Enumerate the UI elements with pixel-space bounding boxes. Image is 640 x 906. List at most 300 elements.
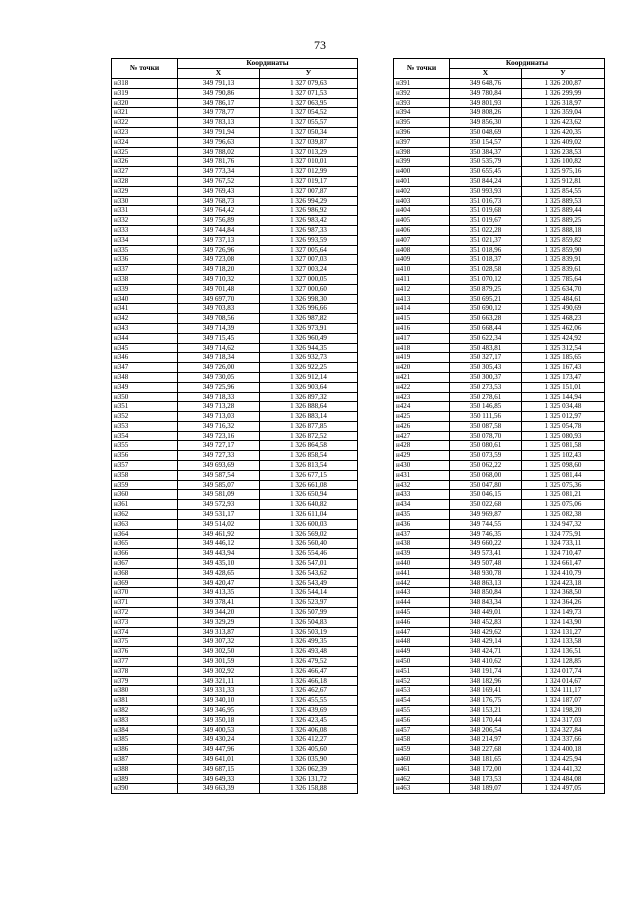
x-coordinate-cell: 349 769,43 bbox=[178, 186, 260, 196]
point-number-cell: н336 bbox=[112, 255, 178, 265]
y-coordinate-cell: 1 326 883,14 bbox=[260, 412, 358, 422]
x-coordinate-cell: 349 768,73 bbox=[178, 196, 260, 206]
x-coordinate-cell: 349 649,33 bbox=[178, 774, 260, 784]
x-coordinate-cell: 349 446,12 bbox=[178, 539, 260, 549]
x-coordinate-cell: 351 028,58 bbox=[450, 265, 522, 275]
point-number-cell: н362 bbox=[112, 510, 178, 520]
table-row bbox=[394, 323, 605, 333]
y-coordinate-cell: 1 327 003,24 bbox=[260, 265, 358, 275]
x-coordinate-cell: 349 378,41 bbox=[178, 598, 260, 608]
x-coordinate-cell: 349 703,83 bbox=[178, 304, 260, 314]
point-number-cell: н429 bbox=[394, 451, 450, 461]
y-coordinate-cell: 1 327 063,95 bbox=[260, 98, 358, 108]
y-coordinate-cell: 1 326 504,83 bbox=[260, 617, 358, 627]
x-coordinate-cell: 348 424,71 bbox=[450, 647, 522, 657]
point-number-cell: н446 bbox=[394, 617, 450, 627]
x-coordinate-cell: 349 716,32 bbox=[178, 421, 260, 431]
table-row bbox=[394, 627, 605, 637]
table-row bbox=[394, 725, 605, 735]
point-number-cell: н363 bbox=[112, 519, 178, 529]
y-coordinate-cell: 1 324 198,20 bbox=[522, 706, 605, 716]
y-coordinate-cell: 1 325 839,91 bbox=[522, 255, 605, 265]
table-row bbox=[112, 392, 358, 402]
y-coordinate-cell: 1 327 019,17 bbox=[260, 176, 358, 186]
table-row bbox=[394, 196, 605, 206]
x-coordinate-cell: 349 531,17 bbox=[178, 510, 260, 520]
x-coordinate-cell: 349 507,48 bbox=[450, 559, 522, 569]
y-coordinate-cell: 1 325 839,61 bbox=[522, 265, 605, 275]
point-number-cell: н443 bbox=[394, 588, 450, 598]
x-coordinate-cell: 349 344,20 bbox=[178, 608, 260, 618]
x-coordinate-cell: 349 641,01 bbox=[178, 754, 260, 764]
y-coordinate-cell: 1 326 543,49 bbox=[260, 578, 358, 588]
point-number-cell: н335 bbox=[112, 245, 178, 255]
y-coordinate-cell: 1 326 661,08 bbox=[260, 480, 358, 490]
x-coordinate-cell: 350 278,61 bbox=[450, 392, 522, 402]
point-number-cell: н361 bbox=[112, 500, 178, 510]
y-coordinate-cell: 1 326 200,87 bbox=[522, 79, 605, 89]
x-coordinate-cell: 348 843,34 bbox=[450, 598, 522, 608]
x-coordinate-cell: 350 062,22 bbox=[450, 461, 522, 471]
point-number-cell: н406 bbox=[394, 225, 450, 235]
y-coordinate-cell: 1 325 889,25 bbox=[522, 216, 605, 226]
x-coordinate-cell: 349 413,35 bbox=[178, 588, 260, 598]
point-number-cell: н352 bbox=[112, 412, 178, 422]
table-row bbox=[112, 343, 358, 353]
x-coordinate-cell: 349 697,70 bbox=[178, 294, 260, 304]
table-row bbox=[394, 108, 605, 118]
x-coordinate-cell: 350 080,61 bbox=[450, 441, 522, 451]
y-coordinate-cell: 1 326 932,73 bbox=[260, 353, 358, 363]
y-coordinate-cell: 1 326 493,48 bbox=[260, 647, 358, 657]
point-number-cell: н387 bbox=[112, 754, 178, 764]
x-coordinate-cell: 351 016,73 bbox=[450, 196, 522, 206]
table-row bbox=[394, 490, 605, 500]
table-row bbox=[394, 431, 605, 441]
x-coordinate-cell: 349 714,39 bbox=[178, 323, 260, 333]
page-number: 73 bbox=[314, 38, 326, 52]
point-number-cell: н321 bbox=[112, 108, 178, 118]
point-number-cell: н423 bbox=[394, 392, 450, 402]
x-coordinate-cell: 350 695,21 bbox=[450, 294, 522, 304]
table-row bbox=[394, 666, 605, 676]
x-coordinate-cell: 349 726,96 bbox=[178, 245, 260, 255]
y-coordinate-cell: 1 326 877,85 bbox=[260, 421, 358, 431]
point-number-cell: н370 bbox=[112, 588, 178, 598]
table-row bbox=[112, 725, 358, 735]
point-number-cell: н350 bbox=[112, 392, 178, 402]
point-number-cell: н331 bbox=[112, 206, 178, 216]
table-row bbox=[112, 510, 358, 520]
x-coordinate-cell: 348 214,97 bbox=[450, 735, 522, 745]
y-coordinate-cell: 1 327 054,52 bbox=[260, 108, 358, 118]
point-number-cell: н403 bbox=[394, 196, 450, 206]
table-row bbox=[394, 206, 605, 216]
y-coordinate-cell: 1 326 983,42 bbox=[260, 216, 358, 226]
point-number-cell: н418 bbox=[394, 343, 450, 353]
x-coordinate-cell: 348 449,01 bbox=[450, 608, 522, 618]
table-row bbox=[112, 216, 358, 226]
table-row bbox=[112, 314, 358, 324]
table-row bbox=[394, 402, 605, 412]
table-row bbox=[394, 774, 605, 784]
x-coordinate-cell: 350 327,17 bbox=[450, 353, 522, 363]
x-coordinate-cell: 350 273,53 bbox=[450, 382, 522, 392]
x-coordinate-cell: 349 301,59 bbox=[178, 657, 260, 667]
x-coordinate-cell: 348 410,62 bbox=[450, 657, 522, 667]
point-number-cell: н373 bbox=[112, 617, 178, 627]
x-coordinate-cell: 349 718,33 bbox=[178, 392, 260, 402]
table-row bbox=[112, 470, 358, 480]
table-row bbox=[112, 608, 358, 618]
y-coordinate-cell: 1 324 133,58 bbox=[522, 637, 605, 647]
table-row bbox=[112, 519, 358, 529]
y-coordinate-cell: 1 325 081,21 bbox=[522, 490, 605, 500]
table-row bbox=[394, 235, 605, 245]
x-coordinate-cell: 349 687,15 bbox=[178, 764, 260, 774]
x-coordinate-cell: 349 727,17 bbox=[178, 441, 260, 451]
x-coordinate-cell: 350 111,56 bbox=[450, 412, 522, 422]
x-coordinate-cell: 349 693,69 bbox=[178, 461, 260, 471]
point-number-cell: н391 bbox=[394, 79, 450, 89]
x-coordinate-cell: 348 429,14 bbox=[450, 637, 522, 647]
table-row bbox=[394, 372, 605, 382]
table-row bbox=[112, 490, 358, 500]
point-number-cell: н388 bbox=[112, 764, 178, 774]
x-coordinate-cell: 349 428,65 bbox=[178, 568, 260, 578]
x-coordinate-cell: 350 154,57 bbox=[450, 137, 522, 147]
point-number-cell: н379 bbox=[112, 676, 178, 686]
x-coordinate-cell: 350 668,44 bbox=[450, 323, 522, 333]
x-coordinate-cell: 349 783,13 bbox=[178, 118, 260, 128]
table-row bbox=[394, 559, 605, 569]
table-row bbox=[394, 265, 605, 275]
y-coordinate-cell: 1 327 000,05 bbox=[260, 274, 358, 284]
point-number-cell: н459 bbox=[394, 745, 450, 755]
point-number-cell: н407 bbox=[394, 235, 450, 245]
table-row bbox=[112, 186, 358, 196]
x-coordinate-cell: 349 313,87 bbox=[178, 627, 260, 637]
table-row bbox=[112, 754, 358, 764]
table-row bbox=[112, 715, 358, 725]
x-coordinate-cell: 349 710,32 bbox=[178, 274, 260, 284]
point-number-header: № точки bbox=[112, 59, 178, 79]
y-coordinate-cell: 1 326 423,45 bbox=[260, 715, 358, 725]
table-row bbox=[394, 157, 605, 167]
point-number-cell: н369 bbox=[112, 578, 178, 588]
point-number-cell: н322 bbox=[112, 118, 178, 128]
x-coordinate-cell: 349 764,42 bbox=[178, 206, 260, 216]
x-coordinate-cell: 348 429,62 bbox=[450, 627, 522, 637]
point-number-cell: н356 bbox=[112, 451, 178, 461]
y-coordinate-cell: 1 325 081,58 bbox=[522, 441, 605, 451]
table-row bbox=[394, 647, 605, 657]
y-coordinate-cell: 1 324 400,18 bbox=[522, 745, 605, 755]
point-number-cell: н323 bbox=[112, 127, 178, 137]
y-coordinate-cell: 1 324 128,85 bbox=[522, 657, 605, 667]
point-number-cell: н332 bbox=[112, 216, 178, 226]
y-coordinate-cell: 1 326 035,90 bbox=[260, 754, 358, 764]
point-number-cell: н410 bbox=[394, 265, 450, 275]
point-number-cell: н359 bbox=[112, 480, 178, 490]
x-coordinate-cell: 351 070,12 bbox=[450, 274, 522, 284]
x-coordinate-cell: 350 993,93 bbox=[450, 186, 522, 196]
x-coordinate-cell: 349 715,45 bbox=[178, 333, 260, 343]
point-number-cell: н372 bbox=[112, 608, 178, 618]
table-row bbox=[112, 304, 358, 314]
x-coordinate-cell: 349 302,92 bbox=[178, 666, 260, 676]
table-row bbox=[394, 715, 605, 725]
x-coordinate-cell: 349 660,22 bbox=[450, 539, 522, 549]
x-coordinate-cell: 350 622,34 bbox=[450, 333, 522, 343]
table-row bbox=[112, 235, 358, 245]
y-coordinate-cell: 1 326 611,04 bbox=[260, 510, 358, 520]
x-coordinate-cell: 349 307,32 bbox=[178, 637, 260, 647]
table-row bbox=[112, 79, 358, 89]
x-coordinate-cell: 350 690,12 bbox=[450, 304, 522, 314]
point-number-cell: н440 bbox=[394, 559, 450, 569]
x-coordinate-cell: 349 791,94 bbox=[178, 127, 260, 137]
point-number-cell: н347 bbox=[112, 363, 178, 373]
y-coordinate-cell: 1 326 409,02 bbox=[522, 137, 605, 147]
point-number-cell: н358 bbox=[112, 470, 178, 480]
point-number-cell: н348 bbox=[112, 372, 178, 382]
y-coordinate-cell: 1 324 017,74 bbox=[522, 666, 605, 676]
x-coordinate-cell: 349 723,16 bbox=[178, 431, 260, 441]
y-coordinate-cell: 1 326 677,15 bbox=[260, 470, 358, 480]
y-coordinate-cell: 1 324 410,79 bbox=[522, 568, 605, 578]
point-number-cell: н365 bbox=[112, 539, 178, 549]
point-number-cell: н355 bbox=[112, 441, 178, 451]
x-coordinate-cell: 348 176,75 bbox=[450, 696, 522, 706]
point-number-cell: н439 bbox=[394, 549, 450, 559]
table-row bbox=[112, 274, 358, 284]
x-coordinate-cell: 348 181,65 bbox=[450, 754, 522, 764]
y-coordinate-cell: 1 325 975,16 bbox=[522, 167, 605, 177]
y-coordinate-cell: 1 325 889,44 bbox=[522, 206, 605, 216]
x-coordinate-cell: 349 714,62 bbox=[178, 343, 260, 353]
table-row bbox=[112, 637, 358, 647]
table-row bbox=[112, 647, 358, 657]
y-coordinate-cell: 1 326 547,01 bbox=[260, 559, 358, 569]
point-number-cell: н349 bbox=[112, 382, 178, 392]
table-row bbox=[394, 529, 605, 539]
table-row bbox=[394, 284, 605, 294]
table-row bbox=[394, 745, 605, 755]
table-row bbox=[394, 441, 605, 451]
point-number-cell: н422 bbox=[394, 382, 450, 392]
table-row bbox=[394, 598, 605, 608]
table-row bbox=[394, 500, 605, 510]
x-coordinate-cell: 348 930,78 bbox=[450, 568, 522, 578]
point-number-cell: н426 bbox=[394, 421, 450, 431]
y-coordinate-cell: 1 326 554,46 bbox=[260, 549, 358, 559]
y-coordinate-cell: 1 325 424,92 bbox=[522, 333, 605, 343]
x-coordinate-cell: 350 300,37 bbox=[450, 372, 522, 382]
point-number-cell: н325 bbox=[112, 147, 178, 157]
table-row bbox=[112, 157, 358, 167]
table-row bbox=[112, 225, 358, 235]
point-number-cell: н376 bbox=[112, 647, 178, 657]
table-row bbox=[112, 118, 358, 128]
x-coordinate-cell: 349 350,18 bbox=[178, 715, 260, 725]
x-coordinate-cell: 350 305,43 bbox=[450, 363, 522, 373]
point-number-cell: н329 bbox=[112, 186, 178, 196]
point-number-cell: н463 bbox=[394, 784, 450, 794]
x-coordinate-cell: 349 856,30 bbox=[450, 118, 522, 128]
table-row bbox=[112, 666, 358, 676]
y-coordinate-cell: 1 324 661,47 bbox=[522, 559, 605, 569]
table-row bbox=[112, 196, 358, 206]
table-row bbox=[112, 167, 358, 177]
x-coordinate-cell: 349 713,28 bbox=[178, 402, 260, 412]
table-row bbox=[394, 568, 605, 578]
y-coordinate-cell: 1 325 098,60 bbox=[522, 461, 605, 471]
table-row bbox=[112, 529, 358, 539]
y-coordinate-cell: 1 326 423,62 bbox=[522, 118, 605, 128]
point-number-cell: н448 bbox=[394, 637, 450, 647]
point-number-cell: н425 bbox=[394, 412, 450, 422]
point-number-cell: н405 bbox=[394, 216, 450, 226]
y-coordinate-cell: 1 326 062,39 bbox=[260, 764, 358, 774]
point-number-cell: н385 bbox=[112, 735, 178, 745]
point-number-cell: н432 bbox=[394, 480, 450, 490]
y-coordinate-cell: 1 325 012,97 bbox=[522, 412, 605, 422]
y-coordinate-cell: 1 326 499,35 bbox=[260, 637, 358, 647]
table-row bbox=[112, 265, 358, 275]
y-coordinate-cell: 1 326 994,29 bbox=[260, 196, 358, 206]
y-coordinate-cell: 1 325 075,36 bbox=[522, 480, 605, 490]
x-coordinate-cell: 349 340,10 bbox=[178, 696, 260, 706]
table-row bbox=[112, 598, 358, 608]
y-coordinate-cell: 1 326 560,40 bbox=[260, 539, 358, 549]
x-coordinate-cell: 349 773,34 bbox=[178, 167, 260, 177]
table-row bbox=[112, 382, 358, 392]
y-coordinate-cell: 1 326 864,58 bbox=[260, 441, 358, 451]
y-coordinate-cell: 1 325 490,69 bbox=[522, 304, 605, 314]
coordinates-header: Координаты bbox=[450, 59, 605, 69]
x-coordinate-cell: 350 078,70 bbox=[450, 431, 522, 441]
y-coordinate-cell: 1 324 423,18 bbox=[522, 578, 605, 588]
y-coordinate-cell: 1 325 888,18 bbox=[522, 225, 605, 235]
table-row bbox=[394, 519, 605, 529]
point-number-cell: н397 bbox=[394, 137, 450, 147]
table-row bbox=[112, 676, 358, 686]
y-coordinate-cell: 1 324 484,08 bbox=[522, 774, 605, 784]
table-row bbox=[394, 304, 605, 314]
point-number-cell: н384 bbox=[112, 725, 178, 735]
point-number-cell: н338 bbox=[112, 274, 178, 284]
table-row bbox=[112, 559, 358, 569]
y-coordinate-cell: 1 325 484,61 bbox=[522, 294, 605, 304]
table-row bbox=[394, 167, 605, 177]
x-coordinate-cell: 349 585,07 bbox=[178, 480, 260, 490]
point-number-cell: н399 bbox=[394, 157, 450, 167]
x-coordinate-cell: 348 189,07 bbox=[450, 784, 522, 794]
point-number-cell: н383 bbox=[112, 715, 178, 725]
point-number-cell: н337 bbox=[112, 265, 178, 275]
y-coordinate-cell: 1 324 497,05 bbox=[522, 784, 605, 794]
table-row bbox=[112, 441, 358, 451]
point-number-cell: н320 bbox=[112, 98, 178, 108]
table-row bbox=[394, 686, 605, 696]
x-coordinate-cell: 350 073,59 bbox=[450, 451, 522, 461]
y-coordinate-cell: 1 326 960,49 bbox=[260, 333, 358, 343]
y-coordinate-cell: 1 326 405,60 bbox=[260, 745, 358, 755]
point-number-cell: н334 bbox=[112, 235, 178, 245]
table-row bbox=[394, 754, 605, 764]
y-coordinate-cell: 1 326 986,92 bbox=[260, 206, 358, 216]
y-coordinate-cell: 1 326 479,52 bbox=[260, 657, 358, 667]
table-row bbox=[394, 706, 605, 716]
x-coordinate-cell: 351 022,28 bbox=[450, 225, 522, 235]
point-number-cell: н434 bbox=[394, 500, 450, 510]
table-row bbox=[394, 676, 605, 686]
x-coordinate-cell: 351 019,67 bbox=[450, 216, 522, 226]
x-coordinate-cell: 349 744,55 bbox=[450, 519, 522, 529]
x-coordinate-cell: 351 018,96 bbox=[450, 245, 522, 255]
x-coordinate-cell: 349 726,00 bbox=[178, 363, 260, 373]
x-coordinate-cell: 349 435,10 bbox=[178, 559, 260, 569]
point-number-cell: н413 bbox=[394, 294, 450, 304]
x-coordinate-cell: 348 863,13 bbox=[450, 578, 522, 588]
table-row bbox=[394, 412, 605, 422]
table-row bbox=[394, 392, 605, 402]
coordinates-table-right bbox=[393, 58, 605, 794]
point-number-cell: н318 bbox=[112, 79, 178, 89]
table-row bbox=[394, 343, 605, 353]
y-coordinate-cell: 1 325 785,64 bbox=[522, 274, 605, 284]
table-row bbox=[112, 176, 358, 186]
point-number-cell: н455 bbox=[394, 706, 450, 716]
point-number-cell: н354 bbox=[112, 431, 178, 441]
table-row bbox=[112, 412, 358, 422]
x-coordinate-cell: 349 400,53 bbox=[178, 725, 260, 735]
x-header: X bbox=[178, 69, 260, 79]
table-row bbox=[112, 323, 358, 333]
table-row bbox=[394, 637, 605, 647]
y-coordinate-cell: 1 326 973,91 bbox=[260, 323, 358, 333]
y-coordinate-cell: 1 325 312,54 bbox=[522, 343, 605, 353]
point-number-cell: н343 bbox=[112, 323, 178, 333]
x-coordinate-cell: 349 581,09 bbox=[178, 490, 260, 500]
table-row bbox=[394, 470, 605, 480]
table-row bbox=[112, 627, 358, 637]
table-row bbox=[112, 764, 358, 774]
x-coordinate-cell: 349 587,54 bbox=[178, 470, 260, 480]
point-number-cell: н377 bbox=[112, 657, 178, 667]
point-number-cell: н327 bbox=[112, 167, 178, 177]
y-coordinate-cell: 1 326 238,53 bbox=[522, 147, 605, 157]
table-row bbox=[112, 431, 358, 441]
point-number-cell: н408 bbox=[394, 245, 450, 255]
table-row bbox=[112, 147, 358, 157]
y-coordinate-cell: 1 326 922,25 bbox=[260, 363, 358, 373]
point-number-cell: н404 bbox=[394, 206, 450, 216]
y-coordinate-cell: 1 326 993,59 bbox=[260, 235, 358, 245]
x-coordinate-cell: 349 808,26 bbox=[450, 108, 522, 118]
y-coordinate-cell: 1 324 733,11 bbox=[522, 539, 605, 549]
x-coordinate-cell: 350 046,15 bbox=[450, 490, 522, 500]
coordinates-header: Координаты bbox=[178, 59, 358, 69]
y-coordinate-cell: 1 326 569,02 bbox=[260, 529, 358, 539]
table-row bbox=[112, 137, 358, 147]
point-number-cell: н419 bbox=[394, 353, 450, 363]
point-number-cell: н437 bbox=[394, 529, 450, 539]
table-row bbox=[112, 500, 358, 510]
x-coordinate-cell: 348 227,68 bbox=[450, 745, 522, 755]
y-coordinate-cell: 1 324 014,67 bbox=[522, 676, 605, 686]
